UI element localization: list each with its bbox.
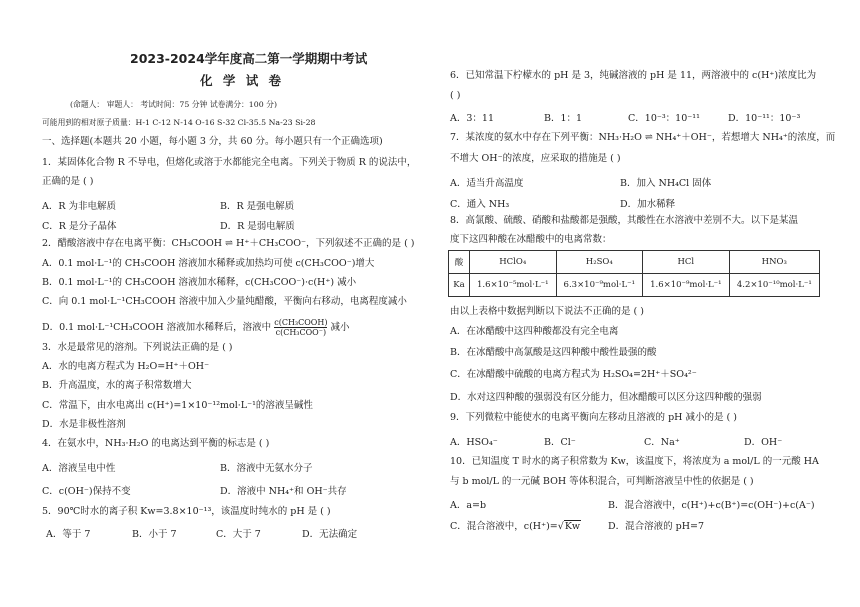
table-row — [449, 274, 820, 297]
q10-option-c-pre: C．混合溶液中，c(H⁺)= — [450, 521, 558, 532]
table-header-cell: HNO₃ — [729, 251, 819, 274]
q7-option-b: B．加入 NH₄Cl 固体 — [620, 178, 712, 189]
q6-option-b: B．1：1 — [544, 113, 583, 124]
table-cell: 1.6×10⁻⁹mol·L⁻¹ — [643, 274, 730, 297]
table-header-cell: 酸 — [449, 251, 470, 274]
q6-stem-line1: 6．已知常温下柠檬水的 pH 是 3，纯碱溶液的 pH 是 11，两溶液中的 c(H⁺)浓度比为 — [450, 70, 817, 81]
q5-option-c: C．大于 7 — [216, 529, 261, 540]
q5-stem: 5．90℃时水的离子积 Kw=3.8×10⁻¹³，该温度时纯水的 pH 是 ( ) — [42, 506, 331, 517]
acid-constants-table — [448, 250, 820, 297]
q9-option-c: C．Na⁺ — [644, 437, 680, 448]
q8-stem-line1: 8．高氯酸、硫酸、硝酸和盐酸都是强酸，其酸性在水溶液中差别不大。以下是某温 — [450, 215, 799, 226]
table-header-cell: H₂SO₄ — [556, 251, 643, 274]
q8-stem-line2: 度下这四种酸在冰醋酸中的电离常数： — [450, 234, 612, 245]
q8-option-d: D．水对这四种酸的强弱没有区分能力，但冰醋酸可以区分这四种酸的强弱 — [450, 392, 762, 403]
q9-stem: 9．下列微粒中能使水的电离平衡向左移动且溶液的 pH 减小的是 ( ) — [450, 412, 737, 423]
q3-option-a: A．水的电离方程式为 H₂O=H⁺＋OH⁻ — [42, 361, 210, 372]
q1-option-d: D．R 是弱电解质 — [220, 221, 295, 232]
q4-option-c: C．c(OH⁻)保持不变 — [42, 486, 131, 497]
q10-option-c-root: Kw — [564, 521, 581, 532]
q10-option-a: A．a=b — [450, 500, 487, 511]
exam-title: 2023-2024学年度高二第一学期期中考试 — [130, 51, 368, 66]
q3-option-d: D．水是非极性溶剂 — [42, 419, 126, 430]
q10-option-b: B．混合溶液中，c(H⁺)+c(B⁺)=c(OH⁻)+c(A⁻) — [608, 500, 815, 511]
q8-after-table: 由以上表格中数据判断以下说法不正确的是 ( ) — [450, 306, 644, 317]
q1-option-a: A．R 为非电解质 — [42, 201, 117, 212]
table-cell: 4.2×10⁻¹⁰mol·L⁻¹ — [729, 274, 819, 297]
q4-option-b: B．溶液中无氨水分子 — [220, 463, 313, 474]
table-header-row — [449, 251, 820, 274]
q6-option-a: A．3：11 — [450, 113, 494, 124]
table-header-cell: HCl — [643, 251, 730, 274]
q2-option-c: C．向 0.1 mol·L⁻¹CH₃COOH 溶液中加入少量纯醋酸，平衡向右移动，电离程度减小 — [42, 296, 407, 307]
q9-option-d: D．OH⁻ — [744, 437, 783, 448]
q2-fraction — [274, 318, 327, 337]
q5-option-b: B．小于 7 — [132, 529, 177, 540]
sqrt-symbol: √ — [557, 521, 564, 532]
q6-stem-line2: ( ) — [450, 90, 461, 101]
q10-option-d: D．混合溶液的 pH=7 — [608, 521, 705, 532]
q4-option-d: D．溶液中 NH₄⁺和 OH⁻共存 — [220, 486, 347, 497]
q2-stem: 2．醋酸溶液中存在电离平衡：CH₃COOH ⇌ H⁺＋CH₃COO⁻，下列叙述不正确的是 ( ) — [42, 238, 415, 249]
atomic-masses: 可能用到的相对原子质量：H-1 C-12 N-14 O-16 S-32 Cl-35.5 Na-23 Si-28 — [42, 118, 316, 127]
q2-option-a: A．0.1 mol·L⁻¹的 CH₃COOH 溶液加水稀释或加热均可使 c(CH₃COO⁻)增大 — [42, 258, 375, 269]
q5-option-a: A．等于 7 — [46, 529, 91, 540]
q7-option-d: D．加水稀释 — [620, 199, 676, 210]
section-heading: 一、选择题(本题共 20 小题，每小题 3 分，共 60 分。每小题只有一个正确选项) — [42, 136, 383, 147]
q2-option-d-pre: D．0.1 mol·L⁻¹CH₃COOH 溶液加水稀释后，溶液中 — [42, 322, 272, 333]
q9-option-a: A．HSO₄⁻ — [450, 437, 498, 448]
q4-stem: 4．在氨水中，NH₃·H₂O 的电离达到平衡的标志是 ( ) — [42, 438, 270, 449]
exam-meta: (命题人： 审题人： 考试时间：75 分钟 试卷满分：100 分) — [70, 100, 278, 109]
table-cell: 6.3×10⁻⁹mol·L⁻¹ — [556, 274, 643, 297]
q3-option-b: B．升高温度，水的离子积常数增大 — [42, 380, 192, 391]
q3-stem: 3．水是最常见的溶剂。下列说法正确的是 ( ) — [42, 342, 233, 353]
q1-option-b: B．R 是强电解质 — [220, 201, 295, 212]
q9-option-b: B．Cl⁻ — [544, 437, 576, 448]
exam-subject: 化 学 试 卷 — [200, 73, 285, 88]
q8-option-c: C．在冰醋酸中硫酸的电离方程式为 H₂SO₄=2H⁺＋SO₄²⁻ — [450, 369, 697, 380]
q2-option-d-post: 减小 — [330, 322, 350, 333]
table-cell: Ka — [449, 274, 470, 297]
q1-option-c: C．R 是分子晶体 — [42, 221, 117, 232]
q5-option-d: D．无法确定 — [302, 529, 358, 540]
q6-option-d: D．10⁻¹¹：10⁻³ — [728, 113, 801, 124]
q7-stem-line2: 不增大 OH⁻的浓度，应采取的措施是 ( ) — [450, 153, 621, 164]
q7-option-c: C．通入 NH₃ — [450, 199, 510, 210]
q2-option-d — [42, 318, 350, 338]
table-header-cell: HClO₄ — [470, 251, 557, 274]
q4-option-a: A．溶液呈电中性 — [42, 463, 116, 474]
q10-stem-line2: 与 b mol/L 的一元碱 BOH 等体积混合，可判断溶液呈中性的依据是 ( ) — [450, 476, 754, 487]
q10-stem-line1: 10．已知温度 T 时水的离子积常数为 Kw，该温度下，将浓度为 a mol/L 的一元酸 HA — [450, 456, 819, 467]
table-cell: 1.6×10⁻⁵mol·L⁻¹ — [470, 274, 557, 297]
q1-stem-line2: 正确的是 ( ) — [42, 176, 94, 187]
q8-option-a: A．在冰醋酸中这四种酸都没有完全电离 — [450, 326, 619, 337]
q2-fraction-numerator: c(CH₃COOH) — [274, 318, 328, 327]
q7-option-a: A．适当升高温度 — [450, 178, 524, 189]
q2-fraction-denominator: c(CH₃COO⁻) — [275, 328, 327, 337]
q10-option-c — [450, 518, 581, 532]
q8-option-b: B．在冰醋酸中高氯酸是这四种酸中酸性最强的酸 — [450, 347, 657, 358]
q7-stem-line1: 7．某浓度的氨水中存在下列平衡：NH₃·H₂O ⇌ NH₄⁺＋OH⁻，若想增大 NH₄⁺的浓度，而 — [450, 132, 836, 143]
q6-option-c: C．10⁻³：10⁻¹¹ — [628, 113, 700, 124]
q3-option-c: C．常温下，由水电离出 c(H⁺)=1×10⁻¹²mol·L⁻¹的溶液呈碱性 — [42, 400, 313, 411]
q1-stem-line1: 1．某固体化合物 R 不导电，但熔化或溶于水都能完全电离。下列关于物质 R 的说法中， — [42, 157, 417, 168]
q2-option-b: B．0.1 mol·L⁻¹的 CH₃COOH 溶液加水稀释，c(CH₃COO⁻)·c(H⁺) 减小 — [42, 277, 357, 288]
